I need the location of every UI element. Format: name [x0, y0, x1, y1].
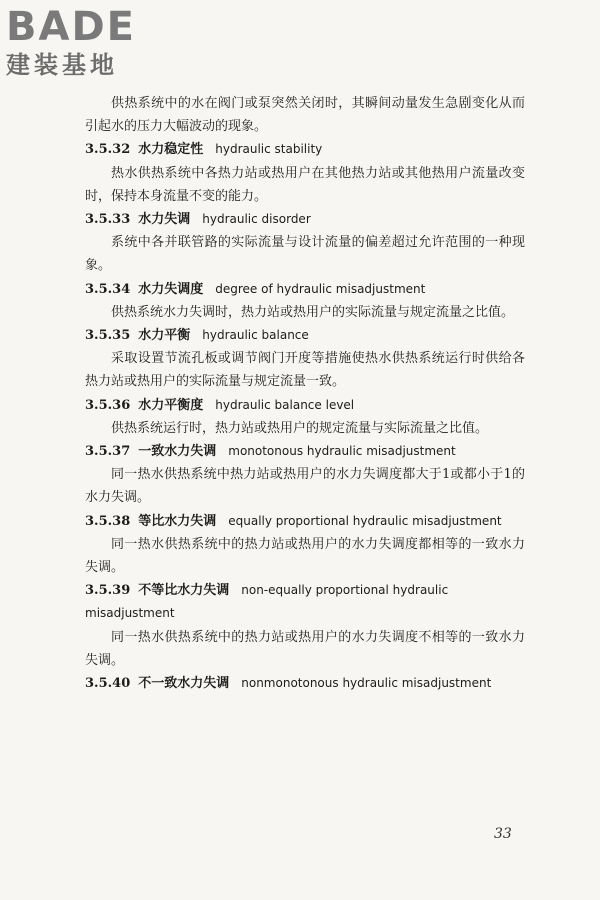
paragraph: 供热系统运行时，热力站或热用户的规定流量与实际流量之比值。	[111, 420, 489, 436]
term-chinese: 水力失调度	[138, 281, 204, 297]
term-chinese: 水力失调	[138, 212, 191, 228]
term-heading	[85, 138, 525, 161]
term-heading	[85, 510, 525, 533]
term-chinese: 等比水力失调	[138, 513, 217, 529]
term-heading	[85, 672, 525, 695]
term-english: hydraulic disorder	[202, 212, 311, 227]
paragraph: 系统中各并联管路的实际流量与设计流量的偏差超过允许范围的一种现象。	[85, 235, 525, 274]
paragraph: 同一热水供热系统中的热力站或热用户的水力失调度不相等的一致水力失调。	[85, 629, 525, 668]
term-english: hydraulic balance level	[215, 397, 355, 412]
paragraph: 供热系统水力失调时，热力站或热用户的实际流量与规定流量之比值。	[111, 304, 515, 320]
term-heading	[85, 579, 525, 625]
term-chinese: 水力平衡	[138, 328, 191, 344]
term-chinese: 不等比水力失调	[138, 583, 230, 599]
term-english: degree of hydraulic misadjustment	[215, 281, 426, 296]
term-number: 3.5.38	[85, 513, 131, 529]
term-heading	[85, 324, 525, 347]
term-heading	[85, 208, 525, 231]
term-chinese: 水力平衡度	[138, 397, 204, 413]
term-heading	[85, 394, 525, 417]
term-heading	[85, 278, 525, 301]
term-chinese: 不一致水力失调	[138, 676, 230, 692]
publisher-logo	[6, 4, 176, 80]
term-number: 3.5.32	[85, 142, 131, 158]
term-english: non-equally proportional hydraulic misadjustment	[85, 583, 449, 621]
logo-text: BADE	[6, 4, 136, 50]
logo-subtext: 建装基地	[6, 51, 118, 79]
paragraph: 供热系统中的水在阀门或泵突然关闭时，其瞬间动量发生急剧变化从而引起水的压力大幅波动的现象。	[85, 96, 525, 135]
term-number: 3.5.37	[85, 444, 131, 460]
page-number: 33	[494, 826, 512, 842]
paragraph: 同一热水供热系统中的热力站或热用户的水力失调度都相等的一致水力失调。	[85, 536, 525, 576]
term-heading	[85, 440, 525, 463]
paragraph: 采取设置节流孔板或调节阀门开度等措施使热水供热系统运行时供给各热力站或热用户的实际流量与规定流量一致。	[85, 351, 525, 390]
paragraph: 热水供热系统中各热力站或热用户在其他热力站或其他热用户流量改变时，保持本身流量不变的能力。	[85, 165, 525, 204]
term-number: 3.5.33	[85, 212, 131, 228]
term-number: 3.5.34	[85, 281, 131, 297]
term-number: 3.5.35	[85, 328, 131, 344]
term-chinese: 一致水力失调	[138, 444, 217, 460]
term-english: hydraulic stability	[215, 142, 323, 157]
paragraph: 同一热水供热系统中热力站或热用户的水力失调度都大于1或都小于1的水力失调。	[85, 467, 525, 506]
term-english: hydraulic balance	[202, 328, 309, 343]
term-english: equally proportional hydraulic misadjustment	[228, 513, 502, 528]
term-english: monotonous hydraulic misadjustment	[228, 444, 456, 459]
term-number: 3.5.39	[85, 583, 131, 599]
document-body	[85, 92, 525, 695]
term-number: 3.5.36	[85, 397, 131, 413]
term-english: nonmonotonous hydraulic misadjustment	[241, 676, 492, 691]
term-number: 3.5.40	[85, 676, 131, 692]
term-chinese: 水力稳定性	[138, 142, 204, 158]
